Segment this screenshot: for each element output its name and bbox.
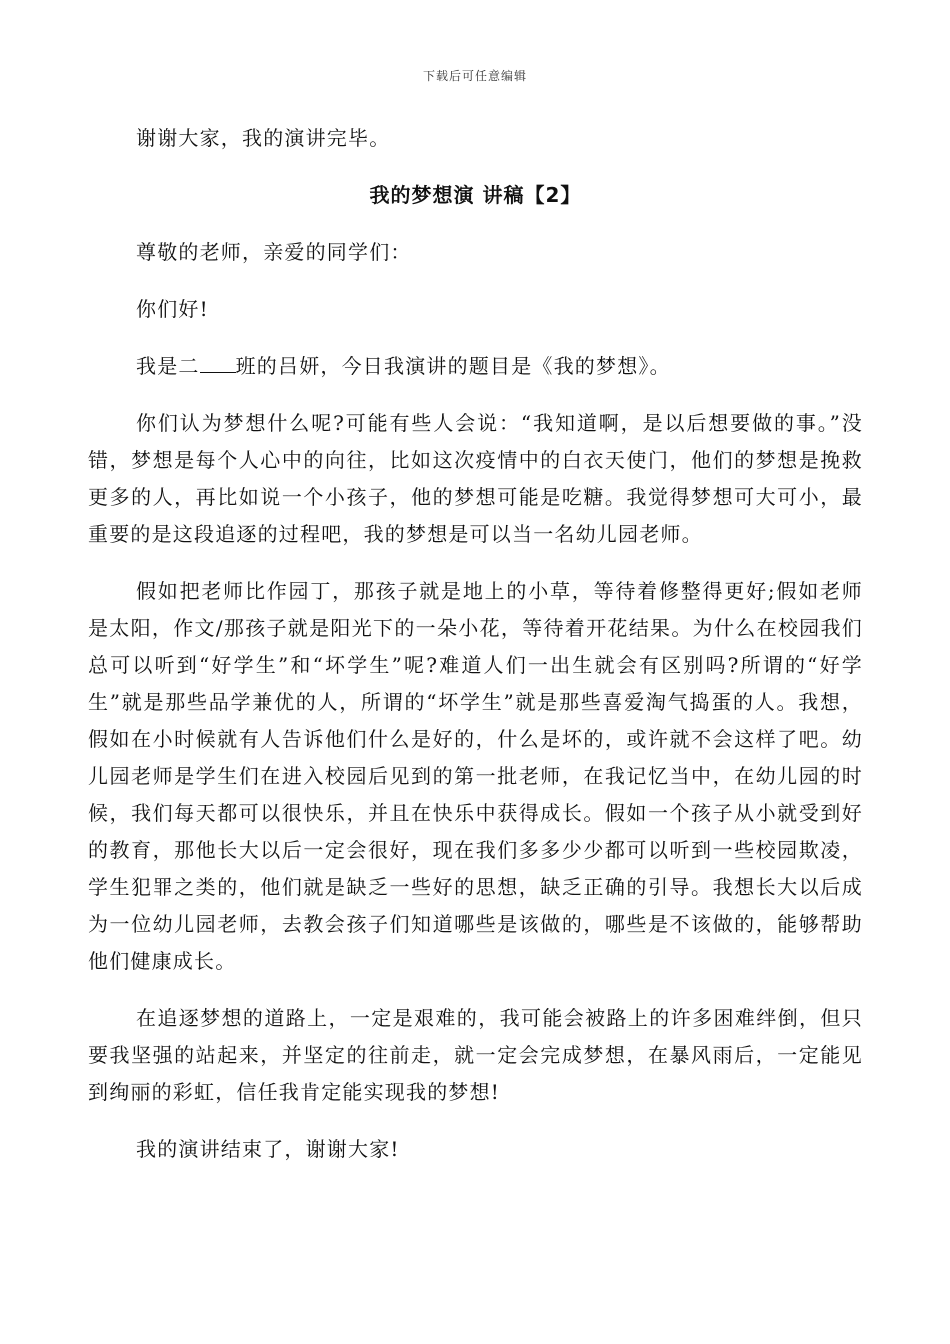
paragraph-teacher-dream: 假如把老师比作园丁，那孩子就是地上的小草，等待着修整得更好;假如老师是太阳，作文/那孩子就是阳光下的一朵小花，等待着开花结果。为什么在校园我们总可以听到“好学生”和“坏学生”呢?难道人们一出生就会有区别吗?所谓的“好学生”就是那些品学兼优的人，所谓的“坏学生”就是那些喜爱淘气捣蛋的人。我想，假如在小时候就有人告诉他们什么是好的，什么是坏的，或许就不会这样了吧。幼儿园老师是学生们在进入校园后见到的第一批老师，在我记忆当中，在幼儿园的时候，我们每天都可以很快乐，并且在快乐中获得成长。假如一个孩子从小就受到好的教育，那他长大以后一定会很好，现在我们多多少少都可以听到一些校园欺凌，学生犯罪之类的，他们就是缺乏一些好的思想，缺乏正确的引导。我想长大以后成为一位幼儿园老师，去教会孩子们知道哪些是该做的，哪些是不该做的，能够帮助他们健康成长。 [88,579,863,973]
hello: 你们好! [136,297,209,321]
intro-after-blank: 班的吕妍，今日我演讲的题目是《我的梦想》。 [235,354,671,378]
speech-title: 我的梦想演 讲稿【2】 [369,183,582,207]
closing-previous-speech: 谢谢大家，我的演讲完毕。 [136,126,391,150]
header-note: 下载后可任意编辑 [422,69,527,83]
paragraph-pursue-dream: 在追逐梦想的道路上，一定是艰难的，我可能会被路上的许多困难绊倒，但只要我坚强的站起来，并坚定的往前走，就一定会完成梦想，在暴风雨后，一定能见到绚丽的彩虹，信任我肯定能实现我的梦想! [88,1006,863,1104]
closing-remark: 我的演讲结束了，谢谢大家! [136,1137,400,1161]
greeting: 尊敬的老师，亲爱的同学们： [136,240,412,264]
paragraph-what-is-dream: 你们认为梦想什么呢?可能有些人会说：“我知道啊，是以后想要做的事。”没错，梦想是每个人心中的向往，比如这次疫情中的白衣天使门，他们的梦想是挽救更多的人，再比如说一个小孩子，他的梦想可能是吃糖。我觉得梦想可大可小，最重要的是这段追逐的过程吧，我的梦想是可以当一名幼儿园老师。 [88,411,863,546]
self-introduction [88,348,863,385]
intro-before-blank: 我是二 [136,354,200,378]
document-body [88,120,863,1188]
class-number-blank [200,354,236,373]
